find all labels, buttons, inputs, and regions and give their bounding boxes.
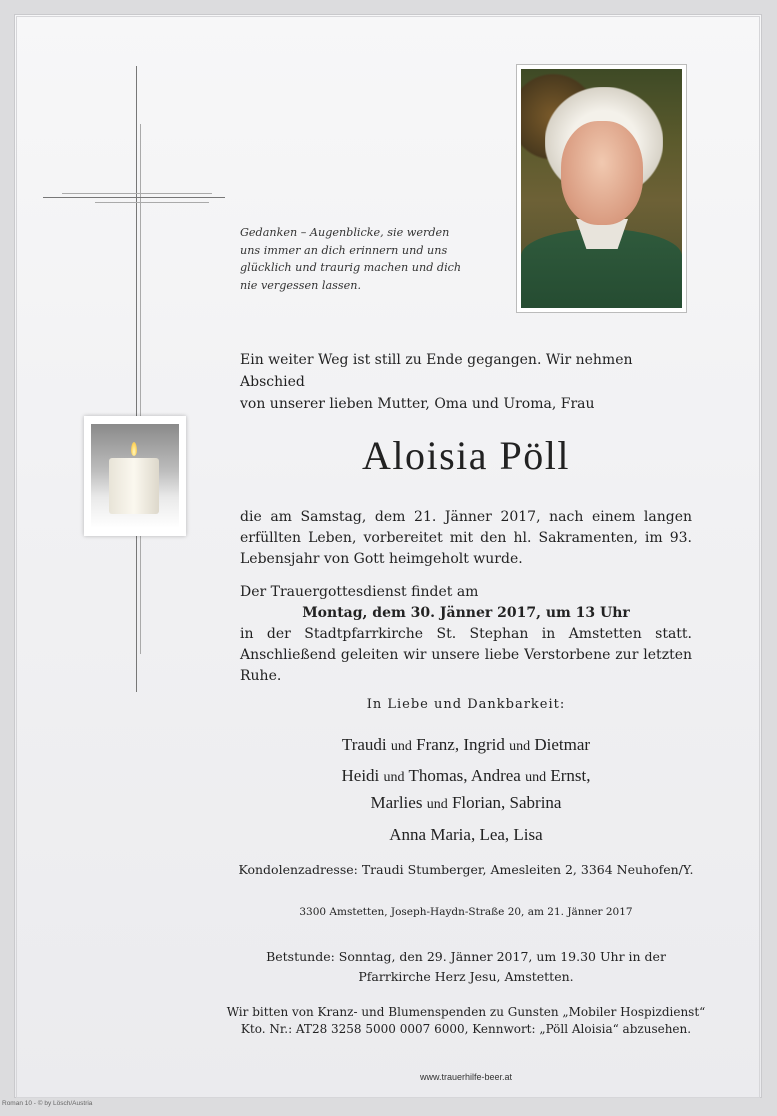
- candle-image: [84, 416, 186, 536]
- gratitude-heading: In Liebe und Dankbarkeit:: [366, 697, 566, 712]
- family-member: Heidi: [341, 766, 380, 785]
- family-row: [220, 763, 712, 790]
- donation-note: [220, 1004, 712, 1038]
- quote-line: uns immer an dich erinnern und uns: [240, 243, 448, 257]
- intro-line: Ein weiter Weg ist still zu Ende gegangen. Wir nehmen Abschied: [240, 352, 633, 390]
- family-row: [220, 732, 712, 759]
- family-und: und: [525, 770, 547, 785]
- family-und: und: [383, 770, 405, 785]
- family-member: Franz, Ingrid: [416, 735, 505, 754]
- intro-line: von unserer lieben Mutter, Oma und Uroma, Frau: [240, 396, 595, 412]
- portrait-photo: [516, 64, 687, 313]
- family-row: Anna Maria, Lea, Lisa: [389, 825, 543, 844]
- family-member: Marlies: [370, 793, 423, 812]
- cross-beam: [43, 197, 225, 198]
- deceased-name: Aloisia Pöll: [361, 433, 571, 478]
- portrait-face: [561, 121, 643, 225]
- family-member: Ernst,: [550, 766, 591, 785]
- place-date: 3300 Amstetten, Joseph-Haydn-Straße 20, am 21. Jänner 2017: [299, 906, 633, 918]
- family-list: [220, 732, 712, 847]
- family-row: [220, 790, 712, 817]
- candle-background: [91, 424, 179, 528]
- memorial-quote: [240, 224, 480, 294]
- cross-icon: [136, 66, 137, 692]
- footer-credit: Roman 10 - © by Lösch/Austria: [2, 1100, 93, 1107]
- prayer-line: Betstunde: Sonntag, den 29. Jänner 2017, um 19.30 Uhr in der: [266, 949, 666, 964]
- service-intro: Der Trauergottesdienst findet am: [240, 584, 479, 600]
- cross-line-secondary: [140, 124, 141, 654]
- family-member: Thomas, Andrea: [408, 766, 521, 785]
- candle-flame-icon: [131, 442, 137, 456]
- cross-beam-lower: [95, 202, 209, 203]
- donation-line: Kto. Nr.: AT28 3258 5000 0007 6000, Kennwort: „Pöll Aloisia“ abzusehen.: [240, 1022, 692, 1036]
- family-und: und: [509, 739, 531, 754]
- family-und: und: [390, 739, 412, 754]
- quote-line: Gedanken – Augenblicke, sie werden: [240, 226, 450, 239]
- service-paragraph: [240, 582, 692, 687]
- family-member: Dietmar: [534, 735, 591, 754]
- condolence-address: Kondolenzadresse: Traudi Stumberger, Amesleiten 2, 3364 Neuhofen/Y.: [238, 862, 694, 877]
- quote-line: nie vergessen lassen.: [240, 278, 362, 292]
- candle-icon: [109, 458, 159, 514]
- intro-text: [240, 349, 700, 415]
- service-details: in der Stadtpfarrkirche St. Stephan in Amstetten statt. Anschließend geleiten wir unsere liebe Verstorbene zur letzten Ruhe.: [240, 626, 692, 684]
- family-member: Florian, Sabrina: [451, 793, 562, 812]
- family-member: Traudi: [341, 735, 387, 754]
- donation-line: Wir bitten von Kranz- und Blumenspenden zu Gunsten „Mobiler Hospizdienst“: [226, 1005, 706, 1019]
- cross-beam-upper: [62, 193, 212, 194]
- family-und: und: [426, 797, 448, 812]
- website-link[interactable]: www.trauerhilfe-beer.at: [419, 1072, 513, 1082]
- portrait-image: [521, 69, 682, 308]
- death-paragraph: die am Samstag, dem 21. Jänner 2017, nach einem langen erfüllten Leben, vorbereitet mit den hl. Sakramenten, im 93. Lebensjahr von Gott heimgeholt wurde.: [240, 509, 692, 567]
- service-date: Montag, dem 30. Jänner 2017, um 13 Uhr: [302, 605, 630, 621]
- quote-line: glücklich und traurig machen und dich: [240, 261, 462, 275]
- prayer-hour: [220, 947, 712, 987]
- prayer-line: Pfarrkirche Herz Jesu, Amstetten.: [358, 969, 574, 984]
